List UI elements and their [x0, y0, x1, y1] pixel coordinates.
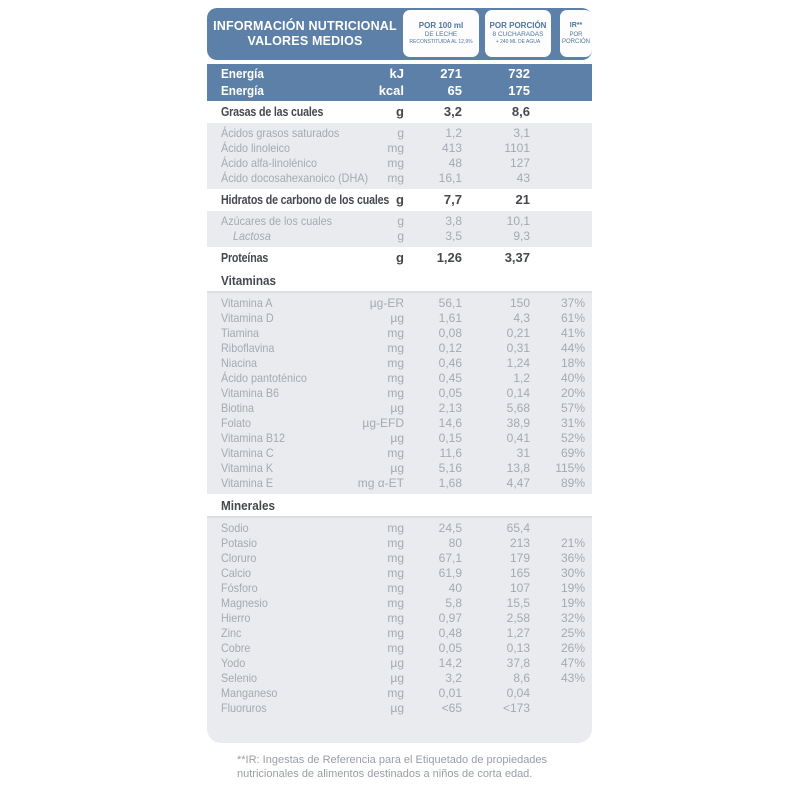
- row-value-ir: 43%: [560, 671, 585, 685]
- row-unit: mg: [387, 566, 404, 580]
- row-label: Ácido pantoténico: [221, 371, 307, 385]
- nutrition-label-card: [207, 8, 592, 743]
- row-value-ir: 18%: [560, 356, 585, 370]
- row-label: Vitamina C: [221, 446, 274, 460]
- table-row: [207, 386, 592, 401]
- row-label: Ácido alfa-linolénico: [221, 156, 318, 170]
- row-unit: µg: [390, 311, 404, 325]
- row-value-portion: 179: [509, 551, 530, 565]
- row-unit: µg: [390, 431, 404, 445]
- row-value-ir: 44%: [560, 341, 585, 355]
- table-row: [207, 65, 592, 82]
- row-value-portion: 5,68: [506, 401, 530, 415]
- row-value-portion: 8,6: [513, 671, 530, 685]
- row-unit: mg: [387, 581, 404, 595]
- col-100ml-line3: RECONSTITUIDA AL 12,9%: [409, 39, 473, 45]
- ir-footnote-line1: **IR: Ingestas de Referencia para el Etiquetado de propiedades: [237, 754, 548, 766]
- row-value-portion: 1101: [504, 141, 530, 155]
- row-value-portion: 4,47: [506, 476, 530, 490]
- row-value-portion: 37,8: [506, 656, 530, 670]
- row-label: Hidratos de carbono de los cuales: [221, 192, 390, 207]
- section-header-block: [207, 496, 592, 518]
- row-value-ir: 30%: [560, 566, 585, 580]
- row-label: Energía: [221, 83, 264, 98]
- table-row: [207, 656, 592, 671]
- row-label: Lactosa: [233, 229, 271, 243]
- energy-rows-band: [207, 64, 592, 101]
- row-value-portion: 0,04: [506, 686, 530, 700]
- row-unit: mg: [387, 386, 404, 400]
- row-value-portion: 732: [508, 66, 530, 81]
- table-row: [207, 189, 592, 211]
- row-label: Zinc: [221, 626, 242, 640]
- col-portion-line3: + 240 ML DE AGUA: [495, 39, 541, 45]
- row-value-ir: 57%: [560, 401, 585, 415]
- table-row: [207, 461, 592, 476]
- table-row: [207, 271, 592, 291]
- row-value-portion: 4,3: [513, 311, 530, 325]
- row-value-100ml: 0,05: [438, 386, 462, 400]
- table-row: [207, 641, 592, 656]
- row-value-ir: 61%: [560, 311, 585, 325]
- table-row: [207, 551, 592, 566]
- table-row: [207, 701, 592, 716]
- row-value-ir: 21%: [560, 536, 585, 550]
- table-title-line2: VALORES MEDIOS: [247, 34, 363, 48]
- row-value-ir: 36%: [560, 551, 585, 565]
- column-header-per-portion: [485, 10, 551, 57]
- row-label: Manganeso: [221, 686, 278, 700]
- row-value-portion: 107: [509, 581, 530, 595]
- row-value-portion: 15,5: [506, 596, 530, 610]
- table-row: [207, 371, 592, 386]
- row-unit: kcal: [378, 83, 404, 98]
- row-value-portion: 2,58: [506, 611, 530, 625]
- row-value-portion: 8,6: [511, 104, 530, 119]
- row-label: Potasio: [221, 536, 258, 550]
- row-unit: mg: [387, 626, 404, 640]
- row-value-100ml: 14,6: [438, 416, 462, 430]
- row-label: Tiamina: [221, 326, 260, 340]
- row-value-ir: 19%: [560, 596, 585, 610]
- col-100ml-line1: POR 100 ml: [418, 21, 464, 30]
- row-value-100ml: 0,48: [438, 626, 462, 640]
- col-ir-line2: POR: [569, 32, 583, 38]
- row-unit: mg: [387, 446, 404, 460]
- row-value-100ml: 11,6: [439, 446, 462, 460]
- row-label: Calcio: [221, 566, 252, 580]
- table-block: [207, 123, 592, 189]
- row-value-ir: 41%: [560, 326, 585, 340]
- table-row: [207, 496, 592, 516]
- table-row: [207, 401, 592, 416]
- column-header-per-100ml: [403, 10, 479, 57]
- row-label: Ácido docosahexanoico (DHA): [221, 171, 369, 185]
- row-value-portion: 13,8: [506, 461, 530, 475]
- row-label: Vitamina B12: [221, 431, 286, 445]
- row-value-portion: 38,9: [506, 416, 530, 430]
- col-100ml-line2: DE LECHE: [424, 31, 458, 38]
- row-value-100ml: 3,8: [445, 214, 462, 228]
- row-value-100ml: 3,2: [445, 671, 462, 685]
- table-row: [207, 101, 592, 123]
- table-block: [207, 247, 592, 269]
- row-label: Vitaminas: [221, 273, 277, 288]
- row-unit: µg: [390, 461, 404, 475]
- row-value-portion: 0,13: [506, 641, 530, 655]
- row-label: Niacina: [221, 356, 258, 370]
- row-value-portion: <173: [502, 701, 530, 715]
- row-value-ir: 37%: [560, 296, 585, 310]
- table-row: [207, 296, 592, 311]
- table-row: [207, 671, 592, 686]
- row-label: Cloruro: [221, 551, 257, 565]
- row-value-100ml: 413: [441, 141, 462, 155]
- row-label: Fluoruros: [221, 701, 267, 715]
- row-value-100ml: 0,08: [438, 326, 462, 340]
- row-value-100ml: 3,5: [445, 229, 462, 243]
- row-value-100ml: 48: [448, 156, 462, 170]
- row-label: Vitamina D: [221, 311, 274, 325]
- row-value-100ml: 0,01: [438, 686, 462, 700]
- row-value-100ml: 61,9: [438, 566, 462, 580]
- row-unit: mg: [387, 536, 404, 550]
- row-value-portion: 1,27: [506, 626, 530, 640]
- row-value-portion: 175: [508, 83, 530, 98]
- col-portion-line2: 8 CUCHARADAS: [492, 31, 544, 38]
- table-header-band: [207, 8, 592, 60]
- table-block: [207, 101, 592, 123]
- row-unit: µg: [390, 701, 404, 715]
- row-value-portion: 21: [515, 192, 530, 207]
- table-block: [207, 189, 592, 211]
- row-unit: mg: [387, 356, 404, 370]
- row-value-ir: 26%: [560, 641, 585, 655]
- row-value-portion: 10,1: [506, 214, 530, 228]
- row-unit: µg: [390, 656, 404, 670]
- row-unit: µg-EFD: [362, 416, 404, 430]
- row-value-portion: 0,31: [506, 341, 530, 355]
- section-header-block: [207, 271, 592, 293]
- table-row: [207, 686, 592, 701]
- row-value-portion: 150: [509, 296, 530, 310]
- row-label: Magnesio: [221, 596, 268, 610]
- row-label: Vitamina K: [221, 461, 274, 475]
- table-row: [207, 214, 592, 229]
- row-value-ir: 52%: [560, 431, 585, 445]
- row-unit: mg: [387, 171, 404, 185]
- table-row: [207, 581, 592, 596]
- table-row: [207, 431, 592, 446]
- row-value-portion: 1,2: [513, 371, 530, 385]
- table-title: [207, 8, 403, 60]
- row-value-ir: 89%: [560, 476, 585, 490]
- row-value-100ml: 7,7: [443, 192, 462, 207]
- table-row: [207, 247, 592, 269]
- nutrition-table-body: [207, 101, 592, 743]
- row-value-100ml: 0,97: [438, 611, 462, 625]
- row-value-portion: 9,3: [513, 229, 530, 243]
- row-value-portion: 3,1: [513, 126, 530, 140]
- row-value-ir: 32%: [560, 611, 585, 625]
- row-value-100ml: 0,15: [438, 431, 462, 445]
- row-value-portion: 65,4: [506, 521, 530, 535]
- table-block: [207, 211, 592, 247]
- row-value-100ml: 271: [440, 66, 462, 81]
- row-unit: mg α-ET: [357, 476, 404, 490]
- table-row: [207, 476, 592, 491]
- row-value-100ml: 1,2: [445, 126, 462, 140]
- table-row: [207, 126, 592, 141]
- row-value-portion: 0,41: [506, 431, 530, 445]
- row-label: Fósforo: [221, 581, 258, 595]
- row-label: Folato: [221, 416, 252, 430]
- table-row: [207, 446, 592, 461]
- table-block: [207, 518, 592, 743]
- row-label: Grasas de las cuales: [221, 104, 324, 119]
- row-unit: mg: [387, 596, 404, 610]
- row-value-100ml: 0,46: [438, 356, 462, 370]
- row-label: Sodio: [221, 521, 249, 535]
- row-value-ir: 69%: [560, 446, 585, 460]
- row-label: Proteínas: [221, 250, 269, 265]
- row-label: Hierro: [221, 611, 251, 625]
- row-value-ir: 20%: [560, 386, 585, 400]
- table-row: [207, 171, 592, 186]
- ir-footnote: [237, 753, 582, 781]
- row-unit: µg: [390, 671, 404, 685]
- row-value-100ml: 5,16: [438, 461, 462, 475]
- table-row: [207, 416, 592, 431]
- row-unit: g: [397, 229, 404, 243]
- row-label: Cobre: [221, 641, 251, 655]
- table-block: [207, 293, 592, 494]
- table-row: [207, 521, 592, 536]
- row-unit: µg-ER: [369, 296, 404, 310]
- row-unit: mg: [387, 141, 404, 155]
- row-label: Riboflavina: [221, 341, 275, 355]
- row-unit: g: [397, 126, 404, 140]
- table-row: [207, 536, 592, 551]
- row-unit: g: [397, 214, 404, 228]
- row-value-portion: 31: [516, 446, 530, 460]
- row-label: Selenio: [221, 671, 258, 685]
- row-value-100ml: 56,1: [438, 296, 462, 310]
- row-value-portion: 1,24: [506, 356, 530, 370]
- row-value-100ml: 0,05: [438, 641, 462, 655]
- table-row: [207, 229, 592, 244]
- row-value-ir: 115%: [555, 461, 585, 475]
- row-value-100ml: 1,68: [438, 476, 462, 490]
- row-value-100ml: 1,26: [436, 250, 462, 265]
- row-unit: g: [396, 250, 404, 265]
- table-title-line1: INFORMACIÓN NUTRICIONAL: [213, 19, 397, 33]
- row-label: Biotina: [221, 401, 255, 415]
- row-value-100ml: 80: [448, 536, 462, 550]
- row-label: Vitamina A: [221, 296, 273, 310]
- row-value-100ml: 40: [448, 581, 462, 595]
- row-label: Energía: [221, 66, 264, 81]
- row-value-100ml: 16,1: [438, 171, 462, 185]
- row-value-100ml: 2,13: [438, 401, 462, 415]
- row-unit: mg: [387, 341, 404, 355]
- table-row: [207, 356, 592, 371]
- table-row: [207, 626, 592, 641]
- ir-footnote-line2: nutricionales de alimentos destinados a niños de corta edad.: [237, 768, 533, 780]
- row-unit: g: [396, 192, 404, 207]
- row-value-100ml: 1,61: [438, 311, 462, 325]
- row-value-portion: 0,21: [506, 326, 530, 340]
- table-row: [207, 596, 592, 611]
- row-value-100ml: 14,2: [438, 656, 462, 670]
- row-unit: mg: [387, 326, 404, 340]
- row-unit: mg: [387, 156, 404, 170]
- row-value-100ml: <65: [441, 701, 462, 715]
- row-label: Vitamina B6: [221, 386, 280, 400]
- row-label: Vitamina E: [221, 476, 274, 490]
- table-row: [207, 341, 592, 356]
- row-unit: mg: [387, 551, 404, 565]
- row-label: Yodo: [221, 656, 246, 670]
- table-row: [207, 311, 592, 326]
- row-value-portion: 165: [509, 566, 530, 580]
- row-unit: mg: [387, 641, 404, 655]
- row-value-portion: 0,14: [506, 386, 530, 400]
- row-value-ir: 19%: [560, 581, 585, 595]
- col-ir-line1: IR**: [569, 22, 583, 29]
- table-row: [207, 611, 592, 626]
- row-unit: mg: [387, 521, 404, 535]
- table-row: [207, 566, 592, 581]
- row-value-100ml: 24,5: [438, 521, 462, 535]
- row-label: Minerales: [221, 498, 275, 513]
- row-value-ir: 47%: [560, 656, 585, 670]
- col-portion-line1: POR PORCIÓN: [489, 21, 547, 30]
- table-row: [207, 141, 592, 156]
- row-value-portion: 127: [509, 156, 530, 170]
- row-unit: mg: [387, 371, 404, 385]
- row-value-100ml: 0,12: [438, 341, 462, 355]
- row-unit: g: [396, 104, 404, 119]
- row-value-ir: 40%: [560, 371, 585, 385]
- row-value-ir: 25%: [560, 626, 585, 640]
- row-value-100ml: 67,1: [438, 551, 462, 565]
- row-value-100ml: 5,8: [445, 596, 462, 610]
- row-value-100ml: 3,2: [443, 104, 462, 119]
- table-row: [207, 326, 592, 341]
- row-label: Ácido linoleico: [221, 141, 291, 155]
- column-header-ir: [560, 10, 592, 57]
- row-unit: mg: [387, 686, 404, 700]
- row-value-portion: 213: [509, 536, 530, 550]
- row-label: Azúcares de los cuales: [221, 214, 333, 228]
- row-value-100ml: 65: [447, 83, 462, 98]
- row-unit: µg: [390, 401, 404, 415]
- col-ir-line3: PORCIÓN: [561, 39, 590, 45]
- row-value-ir: 31%: [560, 416, 585, 430]
- row-value-100ml: 0,45: [438, 371, 462, 385]
- row-unit: mg: [387, 611, 404, 625]
- row-unit: kJ: [389, 66, 404, 81]
- table-row: [207, 156, 592, 171]
- row-value-portion: 3,37: [504, 250, 530, 265]
- table-row: [207, 82, 592, 99]
- row-value-portion: 43: [516, 171, 530, 185]
- row-label: Ácidos grasos saturados: [221, 126, 340, 140]
